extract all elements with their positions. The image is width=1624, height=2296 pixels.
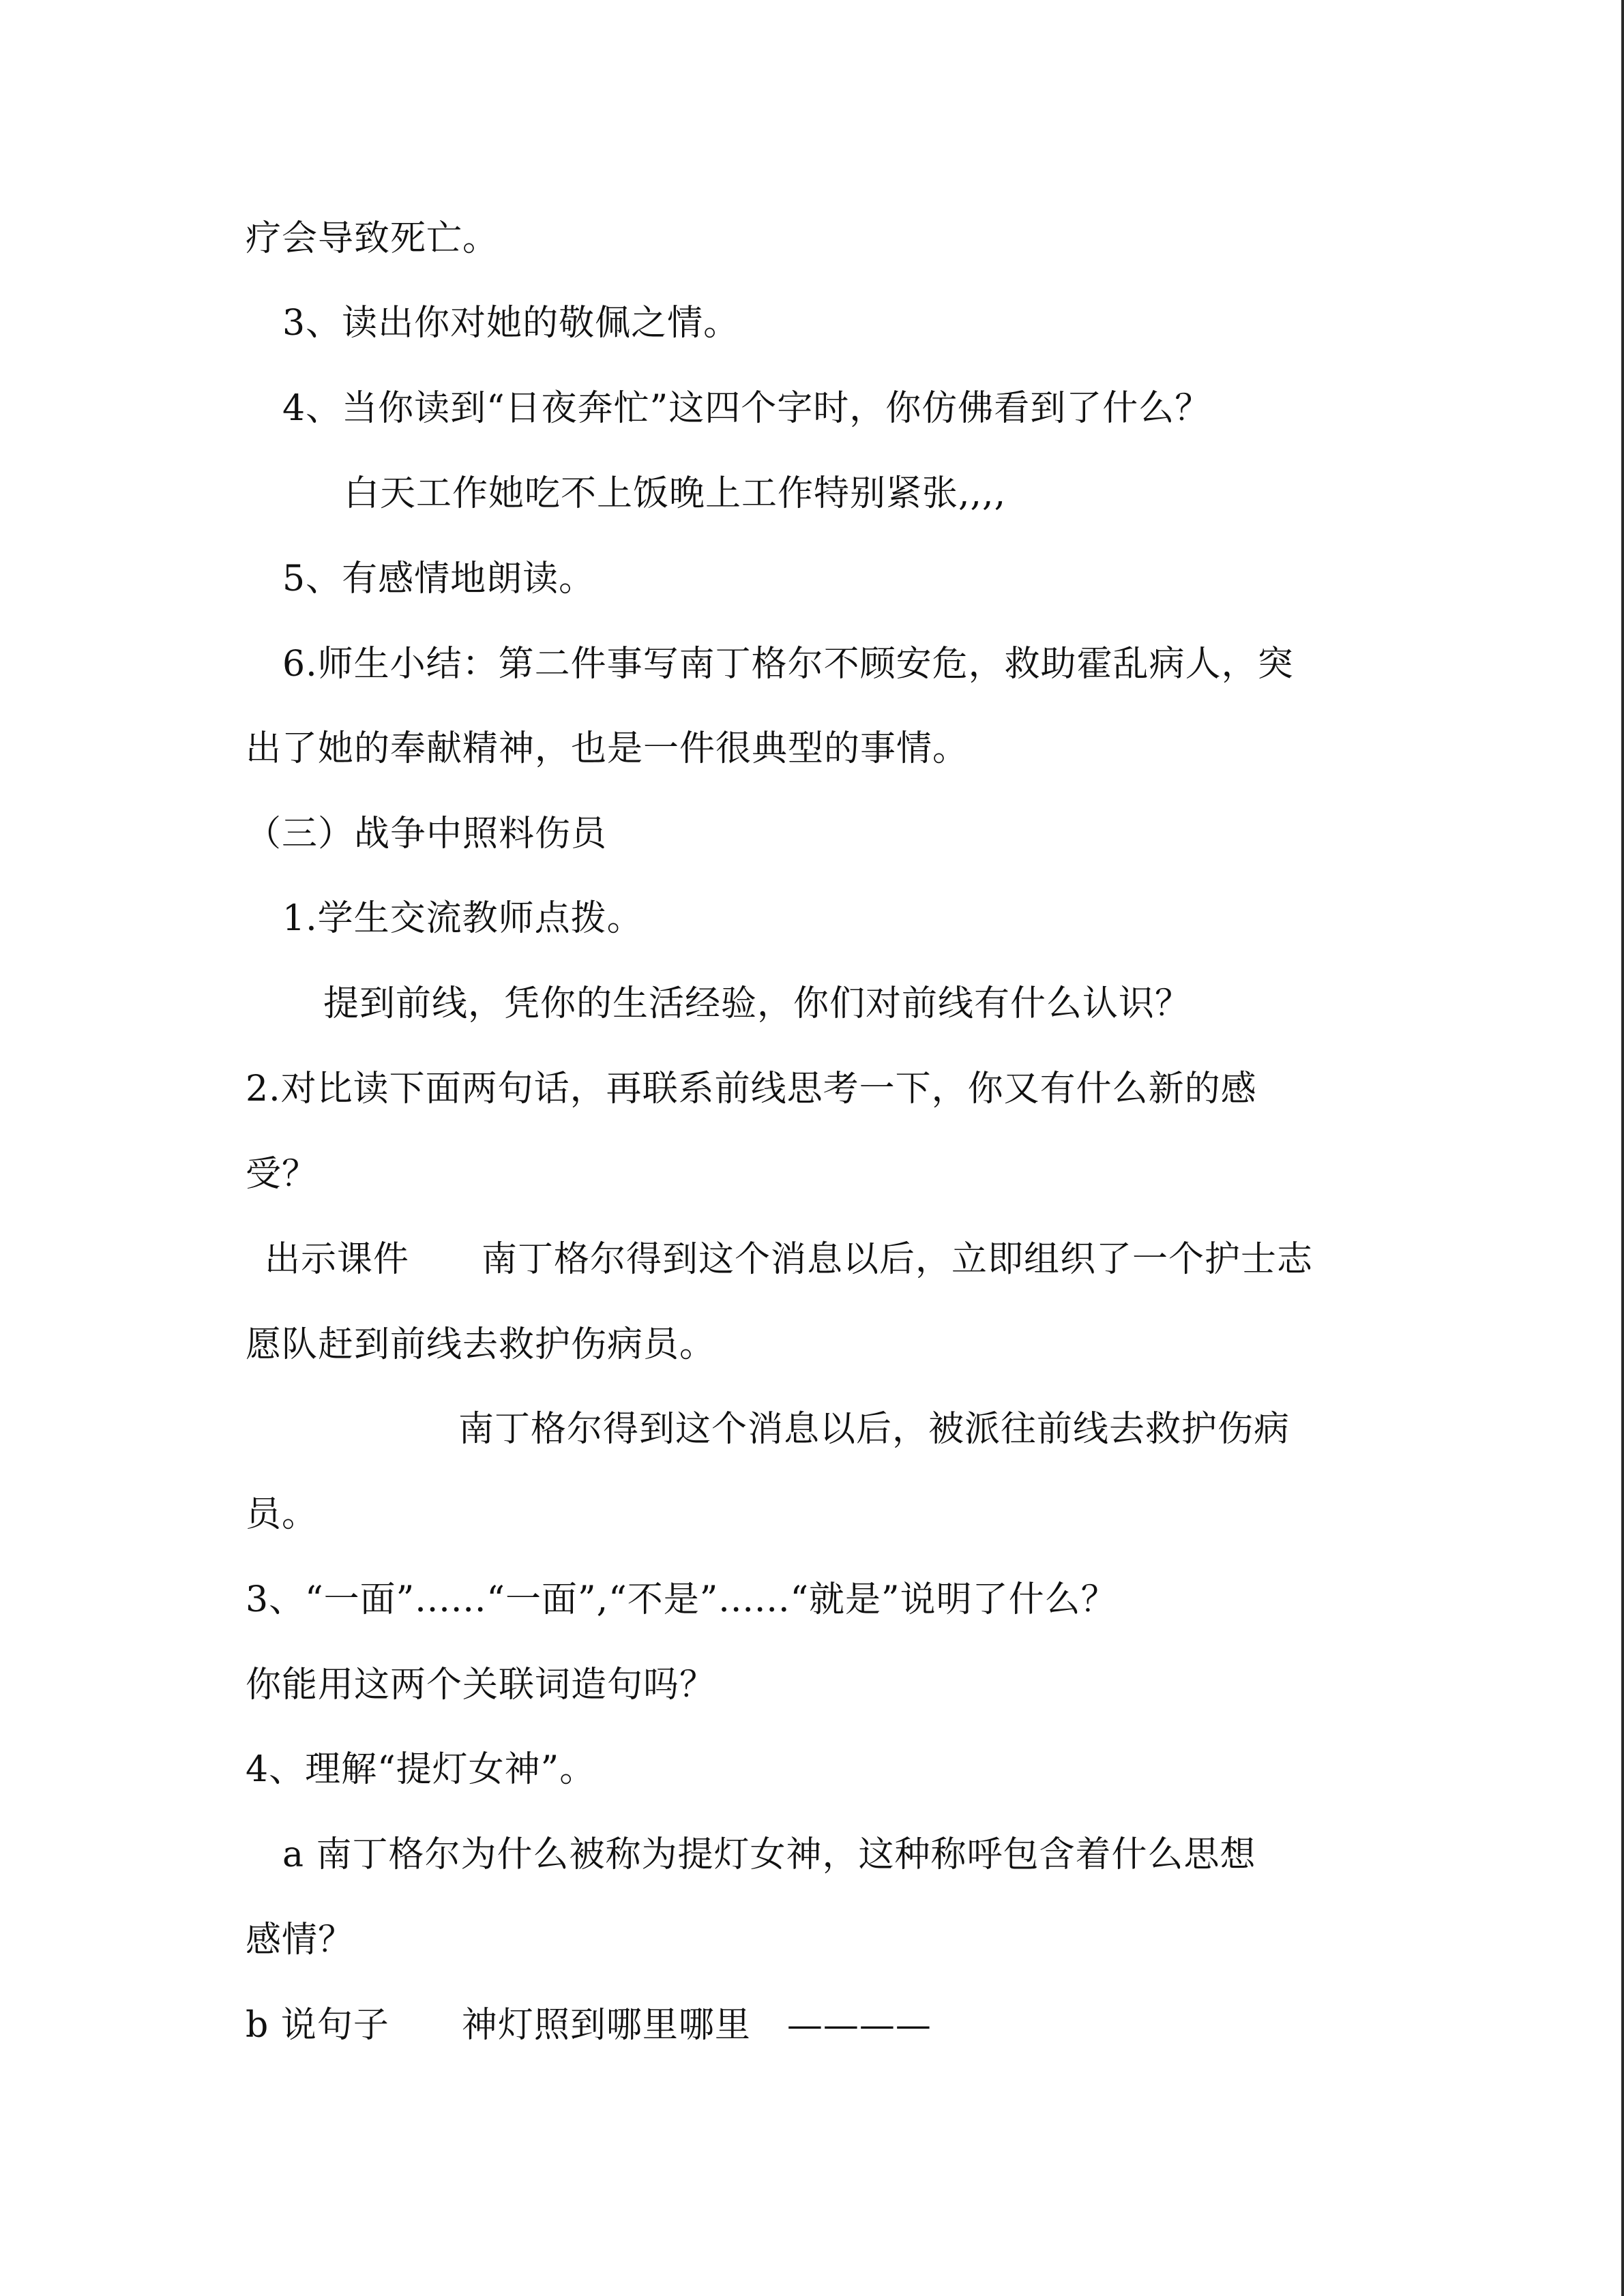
text-line: 出示课件 南丁格尔得到这个消息以后，立即组织了一个护士志 [265, 1239, 1314, 1280]
text-line: a 南丁格尔为什么被称为提灯女神，这种称呼包含着什么思想 [282, 1834, 1256, 1875]
text-line: 1.学生交流教师点拨。 [282, 898, 643, 939]
text-line: 你能用这两个关联词造句吗？ [246, 1665, 716, 1705]
text-line: 5、有感情地朗读。 [282, 558, 595, 599]
text-line: 受？ [246, 1154, 319, 1195]
text-line: 愿队赶到前线去救护伤病员。 [246, 1324, 716, 1365]
text-line: 3、读出你对她的敬佩之情。 [282, 303, 740, 344]
text-line: 出了她的奉献精神，也是一件很典型的事情。 [246, 728, 969, 769]
text-line: 疗会导致死亡。 [246, 218, 499, 259]
text-line: 感情？ [246, 1920, 355, 1960]
text-line: 提到前线，凭你的生活经验，你们对前线有什么认识？ [323, 983, 1192, 1024]
section-heading: （三）战争中照料伤员 [246, 814, 608, 854]
text-line: 南丁格尔得到这个消息以后，被派往前线去救护伤病 [458, 1409, 1290, 1450]
text-line: 6.师生小结：第二件事写南丁格尔不顾安危，救助霍乱病人，突 [282, 644, 1294, 685]
text-line: 白天工作她吃不上饭晚上工作特别紧张,,,, [344, 473, 1007, 514]
text-line: 2.对比读下面两句话，再联系前线思考一下，你又有什么新的感 [246, 1069, 1257, 1109]
page-edge [1621, 0, 1624, 2296]
text-line: 4、理解“提灯女神”。 [246, 1749, 596, 1790]
text-line: 3、“一面”......“一面”,“不是”......“就是”说明了什么？ [246, 1579, 1117, 1620]
text-line: 员。 [246, 1494, 319, 1535]
text-line: b 说句子 神灯照到哪里哪里 ———— [246, 2005, 932, 2046]
text-line: 4、当你读到“日夜奔忙”这四个字时，你仿佛看到了什么？ [282, 388, 1211, 429]
